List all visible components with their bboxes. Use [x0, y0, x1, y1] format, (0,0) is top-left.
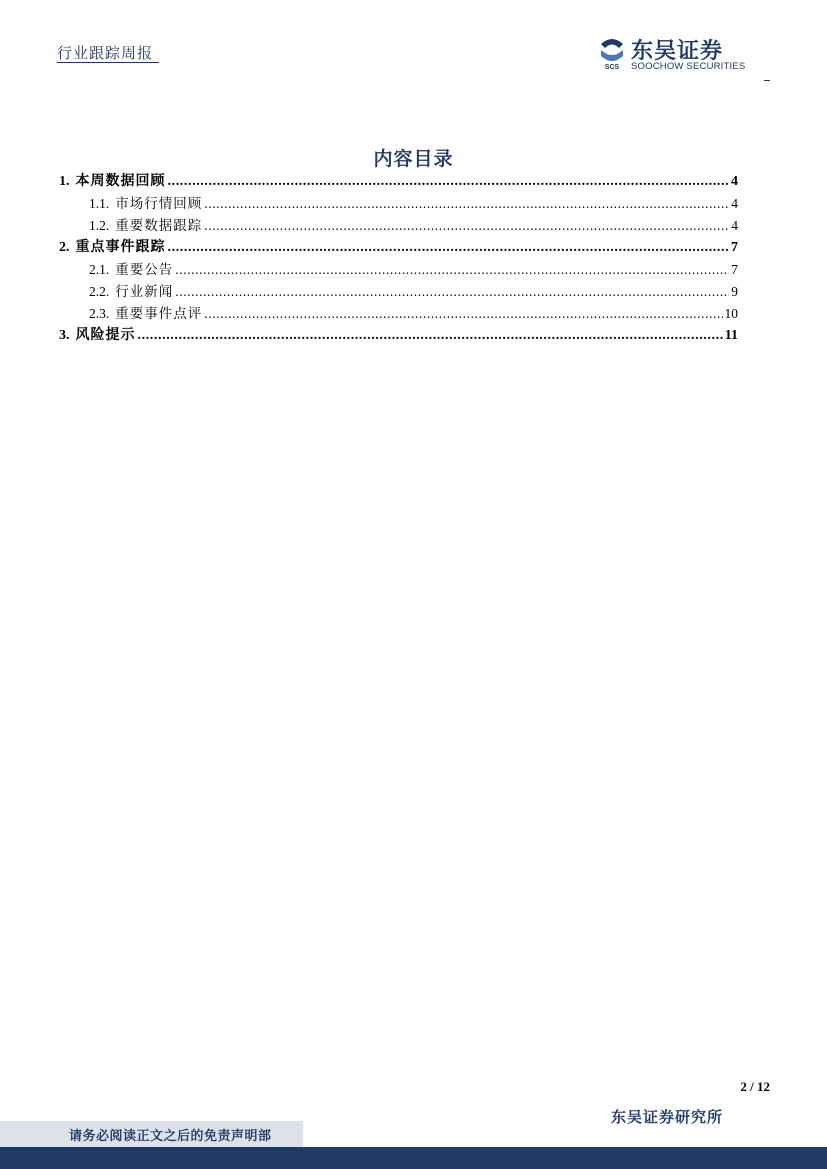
logo-mark-text: SCS: [604, 64, 620, 70]
toc-entry-number: 2.1.: [89, 262, 110, 277]
report-type: 行业跟踪周报: [57, 46, 154, 62]
toc-entry-number: 2.3.: [89, 306, 110, 321]
disclaimer-notice: 请务必阅读正文之后的免责声明部: [69, 1128, 272, 1143]
toc-entry-page: 7: [731, 240, 738, 255]
toc-leader-dots: [168, 171, 730, 193]
toc-entry-label: 重要公告: [115, 262, 174, 277]
logo-chinese-name: 东吴证券: [631, 39, 724, 64]
table-of-contents: [59, 171, 738, 347]
toc-entry-page: 11: [724, 328, 738, 343]
toc-entry-page: 4: [731, 218, 738, 233]
company-logo: [597, 34, 767, 76]
toc-leader-dots: [204, 303, 722, 325]
toc-entry-label: 重要事件点评: [115, 306, 203, 321]
logo-english-name: SOOCHOW SECURITIES: [631, 61, 746, 72]
header-tick: [764, 80, 770, 81]
footer-bar: [0, 1147, 827, 1169]
toc-entry-label: 重点事件跟踪: [75, 240, 166, 255]
toc-title: 内容目录: [373, 149, 454, 170]
toc-entry-label: 重要数据跟踪: [115, 218, 203, 233]
toc-entry-number: 2.2.: [89, 284, 110, 299]
firm-name: 东吴证券研究所: [611, 1110, 724, 1126]
toc-leader-dots: [175, 259, 729, 281]
toc-leader-dots: [204, 215, 729, 237]
toc-leader-dots: [138, 325, 723, 347]
header-underline: [57, 62, 159, 63]
toc-entry-page: 4: [731, 196, 738, 211]
toc-entry-number: 1.2.: [89, 218, 110, 233]
toc-entry-label: 行业新闻: [115, 284, 174, 299]
toc-entry-number: 1.: [59, 174, 70, 189]
toc-entry-number: 1.1.: [89, 196, 110, 211]
scs-logo-icon: [597, 36, 627, 70]
toc-entry[interactable]: [59, 259, 738, 281]
toc-entry-label: 本周数据回顾: [75, 174, 166, 189]
toc-entry-page: 10: [724, 306, 738, 321]
page-indicator: 2 / 12: [740, 1079, 770, 1094]
toc-leader-dots: [175, 281, 729, 303]
toc-entry-label: 市场行情回顾: [115, 196, 203, 211]
toc-entry-number: 3.: [59, 328, 70, 343]
toc-entry-number: 2.: [59, 240, 70, 255]
toc-entry[interactable]: [59, 303, 738, 325]
toc-leader-dots: [204, 193, 729, 215]
toc-entry[interactable]: [59, 281, 738, 303]
toc-entry[interactable]: [59, 325, 738, 347]
toc-entry-page: 9: [731, 284, 738, 299]
toc-entry[interactable]: [59, 171, 738, 193]
toc-leader-dots: [168, 237, 730, 259]
toc-entry-page: 7: [731, 262, 738, 277]
toc-entry-page: 4: [731, 174, 738, 189]
toc-entry[interactable]: [59, 237, 738, 259]
toc-entry[interactable]: [59, 193, 738, 215]
toc-entry[interactable]: [59, 215, 738, 237]
toc-entry-label: 风险提示: [75, 328, 136, 343]
